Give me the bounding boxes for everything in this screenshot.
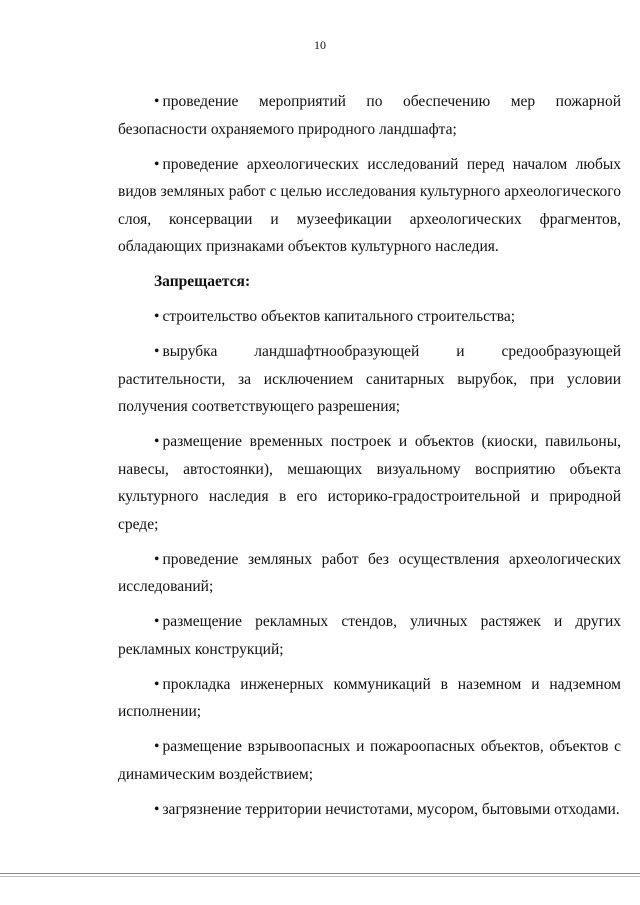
list-item-text: проведение мероприятий по обеспечению мер пожарной безопасности охраняемого природного ландшафта; [118,93,621,138]
list-item-text: проведение земляных работ без осуществления археологических исследований; [118,550,621,595]
list-item [118,428,621,538]
bullet-icon: • [154,343,160,360]
list-item [118,88,621,143]
document-body [118,88,621,831]
list-item [118,608,621,663]
bullet-icon: • [154,738,160,755]
list-item [118,151,621,261]
list-item [118,671,621,726]
bullet-icon: • [154,800,160,818]
list-item-text: вырубка ландшафтнообразующей и средообразующей растительности, за исключением санитарных вырубок, при условии получения соответствующего разрешения; [118,343,621,415]
list-item-text: проведение археологических исследований перед началом любых видов земляных работ с целью исследования культурного археологического слоя, консервации и музеефикации археологических фрагментов, обладающих признаками объектов культурного наследия. [118,155,621,255]
list-item [118,303,621,331]
bullet-icon: • [154,613,160,630]
bullet-icon: • [154,550,160,568]
list-item [118,796,621,824]
bullet-icon: • [154,155,160,173]
page-bottom-edge [0,873,640,874]
page-bottom-edge-shadow [0,876,640,877]
list-item-text: размещение взрывоопасных и пожароопасных объектов, объектов с динамическим воздействием; [118,738,621,783]
bullet-icon: • [154,93,160,110]
list-item-text: загрязнение территории нечистотами, мусором, бытовыми отходами. [162,800,620,818]
list-item-text: прокладка инженерных коммуникаций в наземном и надземном исполнении; [118,675,621,720]
list-item-text: размещение временных построек и объектов (киоски, павильоны, навесы, автостоянки), мешающих визуальному восприятию объекта культурного наследия в его историко-градостроительной и природной среде; [118,433,621,533]
list-item [118,733,621,788]
page-number: 10 [314,38,326,52]
list-item-text: строительство объектов капитального строительства; [162,308,516,325]
section-heading: Запрещается: [154,273,251,290]
bullet-icon: • [154,675,160,693]
list-item [118,338,621,421]
bullet-icon: • [154,433,160,450]
list-item [118,546,621,601]
list-item-text: размещение рекламных стендов, уличных растяжек и других рекламных конструкций; [118,613,621,658]
bullet-icon: • [154,308,160,325]
